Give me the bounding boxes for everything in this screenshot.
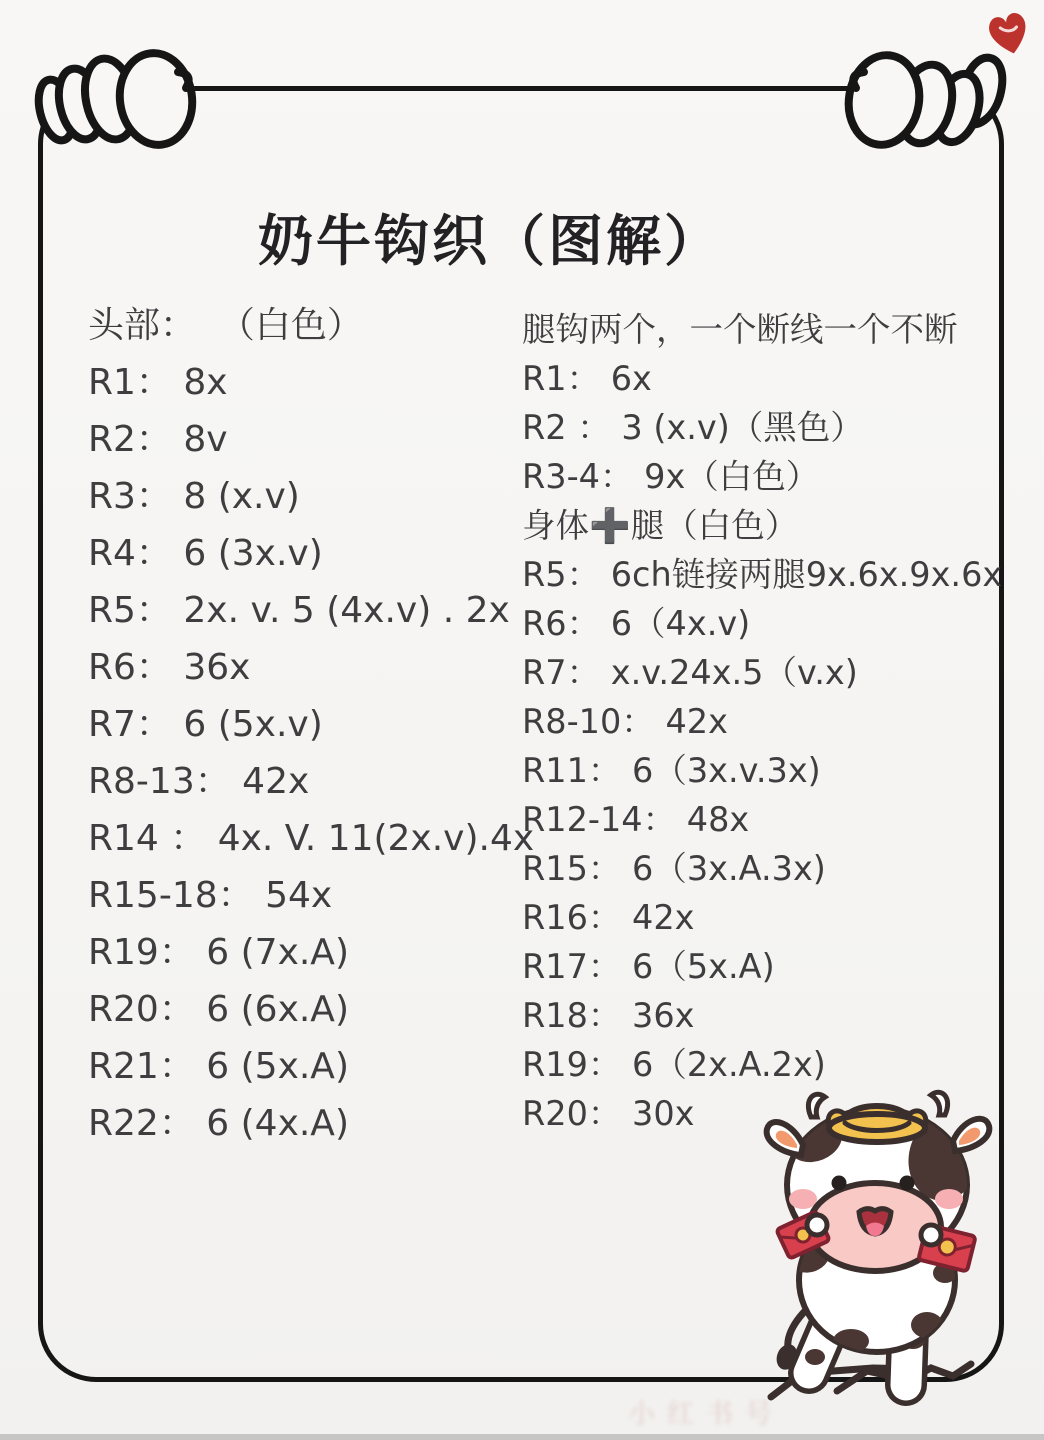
pattern-line: R15-18： 54x [88,875,333,916]
cow-illustration [755,1085,1010,1430]
pattern-line: R8-13： 42x [88,761,310,802]
cow-eye-left [832,1176,847,1191]
pattern-line: R5： 2x. v. 5 (4x.v) . 2x [88,590,510,631]
pattern-line: R22： 6 (4x.A) [88,1103,349,1144]
pattern-line: R1： 8x [88,362,228,403]
watermark: 小红书号 [628,1399,784,1430]
pattern-line: R19： 6（2x.A.2x) [522,1045,826,1084]
heart-icon [982,6,1036,62]
pattern-line: R16： 42x [522,898,695,937]
section-heading-body: 身体➕腿（白色） [522,506,799,545]
pattern-line: R4： 6 (3x.v) [88,533,323,574]
pattern-line: R19： 6 (7x.A) [88,932,349,973]
pattern-line: R17： 6（5x.A) [522,947,775,986]
pattern-line: R6： 36x [88,647,251,688]
cow-gold-ingot-hat [828,1106,925,1142]
section-heading-legs: 腿钩两个，一个断线一个不断 [522,310,958,349]
pattern-line: R3： 8 (x.v) [88,476,300,517]
pattern-line: R6： 6（4x.v) [522,604,751,643]
left-column [88,297,534,1152]
page-title: 奶牛钩织（图解） [257,207,722,273]
pattern-line: R12-14： 48x [522,800,750,839]
cow-cheek-right [935,1189,963,1209]
pattern-line: R5： 6ch链接两腿9x.6x.9x.6x [522,555,1003,594]
cow-paw-left [807,1215,827,1235]
pattern-line: R11： 6（3x.v.3x) [522,751,821,790]
right-column [522,305,1002,1138]
pattern-line: R14 ： 4x. V. 11(2x.v).4x [88,818,535,859]
pattern-line: R1： 6x [522,359,652,398]
section-heading-head: 头部： （白色） [88,305,363,346]
pattern-line: R15： 6（3x.A.3x) [522,849,826,888]
photo-edge [0,1434,1044,1440]
pattern-line: R7： x.v.24x.5（v.x) [522,653,858,692]
cow-cheek-left [789,1189,817,1209]
doodle-coil-left-icon [28,42,223,160]
pattern-line: R2 ： 3 (x.v)（黑色） [522,408,864,447]
pattern-line: R7： 6 (5x.v) [88,704,323,745]
pattern-line: R2： 8v [88,419,228,460]
pattern-line: R3-4： 9x（白色） [522,457,820,496]
cow-paw-right [921,1225,941,1245]
pattern-line: R8-10： 42x [522,702,728,741]
pattern-line: R21： 6 (5x.A) [88,1046,349,1087]
cow-eye-right [900,1176,915,1191]
pattern-line: R20： 6 (6x.A) [88,989,349,1030]
pattern-line: R18： 36x [522,996,695,1035]
pattern-line: R20： 30x [522,1094,695,1133]
